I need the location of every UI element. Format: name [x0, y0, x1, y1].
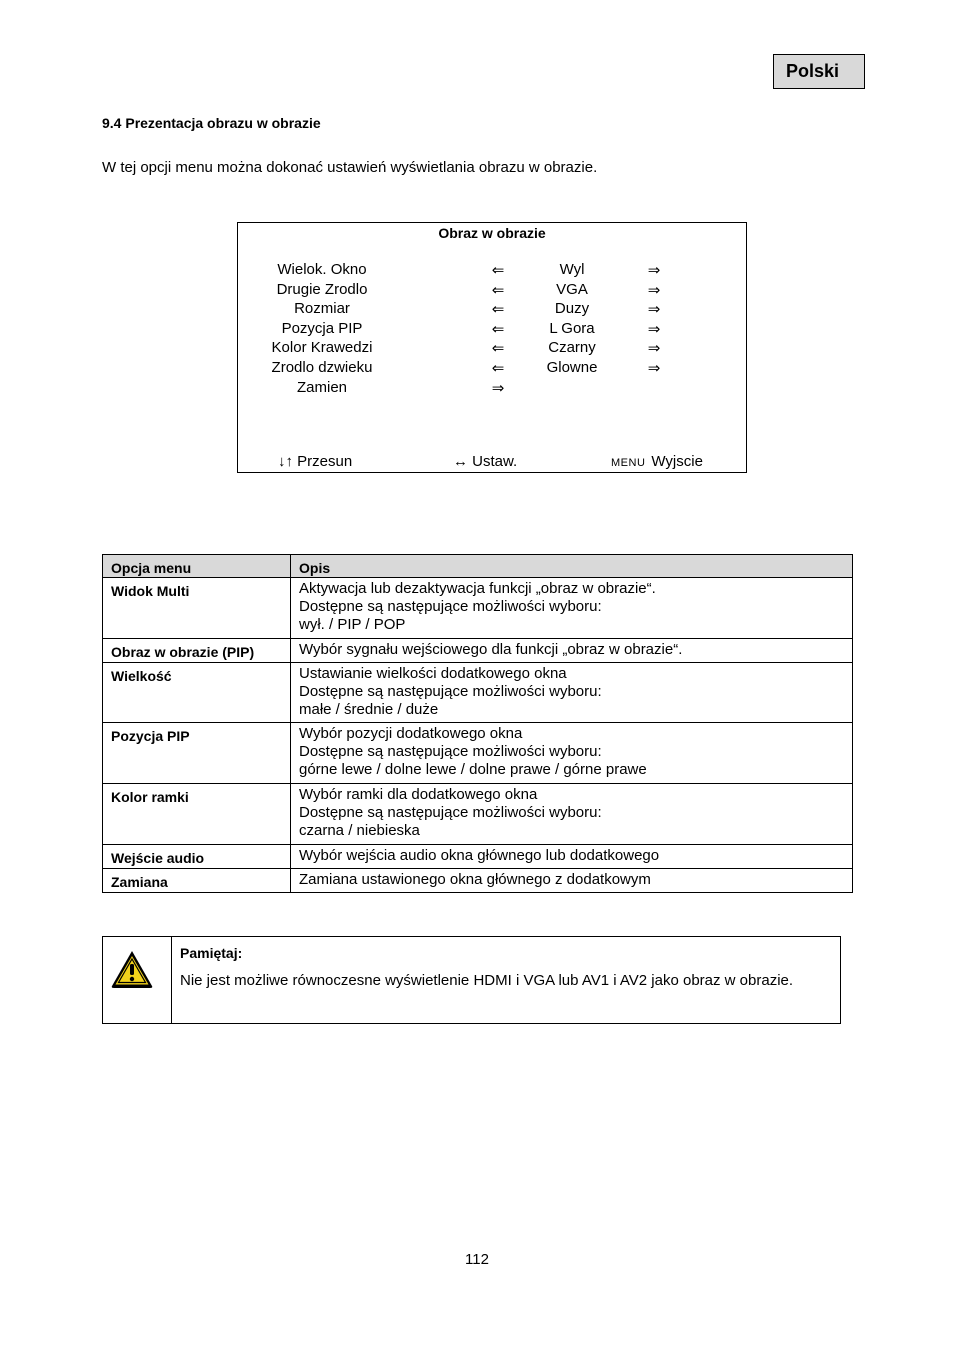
- osd-row-label: Kolor Krawedzi: [271, 339, 373, 356]
- option-name: Wejście audio: [103, 845, 291, 869]
- osd-footer-set: [453, 453, 517, 470]
- osd-row-label: Zrodlo dzwieku: [271, 359, 373, 376]
- option-description: Wybór sygnału wejściowego dla funkcji „obraz w obrazie“.: [291, 639, 853, 663]
- menu-key-label: MENU: [611, 457, 646, 469]
- osd-row: [238, 359, 746, 379]
- right-arrow-icon: ⇒: [647, 340, 661, 357]
- osd-row: [238, 300, 746, 320]
- osd-row-value: L Gora: [549, 320, 595, 337]
- osd-row-label: Drugie Zrodlo: [276, 281, 368, 298]
- right-arrow-icon: ⇒: [647, 282, 661, 299]
- option-description: Wybór wejścia audio okna głównego lub dodatkowego: [291, 845, 853, 869]
- right-arrow-icon: ⇒: [647, 321, 661, 338]
- warning-triangle-icon: [110, 949, 154, 989]
- table-row: [103, 845, 853, 869]
- right-arrow-icon: ⇒: [491, 380, 505, 397]
- table-row: [103, 869, 853, 893]
- osd-row-value: Glowne: [546, 359, 598, 376]
- table-row: [103, 784, 853, 845]
- language-badge: Polski: [773, 54, 865, 89]
- osd-title: Obraz w obrazie: [438, 225, 546, 241]
- osd-row-label: Pozycja PIP: [281, 320, 363, 337]
- option-name: Wielkość: [103, 663, 291, 723]
- table-row: [103, 663, 853, 723]
- osd-menu-box: [237, 222, 747, 473]
- section-heading: 9.4 Prezentacja obrazu w obrazie: [102, 115, 321, 131]
- table-row: [103, 578, 853, 639]
- note-box: [102, 936, 841, 1024]
- option-description: Zamiana ustawionego okna głównego z dodatkowym: [291, 869, 853, 893]
- osd-row: [238, 261, 746, 281]
- option-name: Zamiana: [103, 869, 291, 893]
- right-arrow-icon: ⇒: [647, 360, 661, 377]
- options-table: [102, 554, 853, 893]
- exit-label: Wyjscie: [651, 453, 703, 470]
- column-header-option: Opcja menu: [103, 555, 291, 578]
- up-down-arrows-icon: ↓↑: [278, 453, 293, 470]
- right-arrow-icon: ⇒: [647, 301, 661, 318]
- osd-footer-exit: [611, 453, 703, 470]
- osd-row-label: Wielok. Okno: [277, 261, 367, 278]
- left-arrow-icon: ⇐: [491, 340, 505, 357]
- osd-row-value: Wyl: [559, 261, 585, 278]
- note-text: Nie jest możliwe równoczesne wyświetlenie HDMI i VGA lub AV1 i AV2 jako obraz w obrazie.: [180, 972, 794, 989]
- osd-row: [238, 281, 746, 301]
- left-arrow-icon: ⇐: [491, 262, 505, 279]
- left-arrow-icon: ⇐: [491, 282, 505, 299]
- osd-row: [238, 339, 746, 359]
- option-description: Wybór ramki dla dodatkowego okna Dostępne są następujące możliwości wyboru: czarna / niebieska: [291, 784, 853, 845]
- left-right-arrow-icon: ↔: [453, 453, 468, 470]
- table-row: [103, 723, 853, 784]
- osd-row-value: VGA: [556, 281, 588, 298]
- note-title: Pamiętaj:: [180, 945, 243, 961]
- osd-row-label: Rozmiar: [294, 300, 350, 317]
- note-icon-cell: [103, 937, 172, 1023]
- table-header-row: [103, 555, 853, 578]
- intro-text: W tej opcji menu można dokonać ustawień wyświetlania obrazu w obrazie.: [102, 159, 598, 176]
- option-name: Obraz w obrazie (PIP): [103, 639, 291, 663]
- left-arrow-icon: ⇐: [491, 301, 505, 318]
- osd-footer-move: [278, 453, 352, 470]
- right-arrow-icon: ⇒: [647, 262, 661, 279]
- option-name: Widok Multi: [103, 578, 291, 639]
- left-arrow-icon: ⇐: [491, 321, 505, 338]
- option-description: Wybór pozycji dodatkowego okna Dostępne są następujące możliwości wyboru: górne lewe / dolne lewe / dolne prawe / górne prawe: [291, 723, 853, 784]
- option-name: Kolor ramki: [103, 784, 291, 845]
- osd-row-value: Czarny: [548, 339, 596, 356]
- set-label: Ustaw.: [472, 453, 518, 470]
- osd-row-value: Duzy: [554, 300, 590, 317]
- osd-row: [238, 379, 746, 399]
- option-description: Ustawianie wielkości dodatkowego okna Dostępne są następujące możliwości wyboru: małe / średnie / duże: [291, 663, 853, 723]
- move-label: Przesun: [297, 453, 353, 470]
- table-row: [103, 639, 853, 663]
- option-description: Aktywacja lub dezaktywacja funkcji „obraz w obrazie“. Dostępne są następujące możliwości wyboru: wył. / PIP / POP: [291, 578, 853, 639]
- osd-row: [238, 320, 746, 340]
- osd-row-label: Zamien: [296, 379, 348, 396]
- page-number: 112: [465, 1251, 489, 1268]
- column-header-description: Opis: [291, 555, 853, 578]
- option-name: Pozycja PIP: [103, 723, 291, 784]
- left-arrow-icon: ⇐: [491, 360, 505, 377]
